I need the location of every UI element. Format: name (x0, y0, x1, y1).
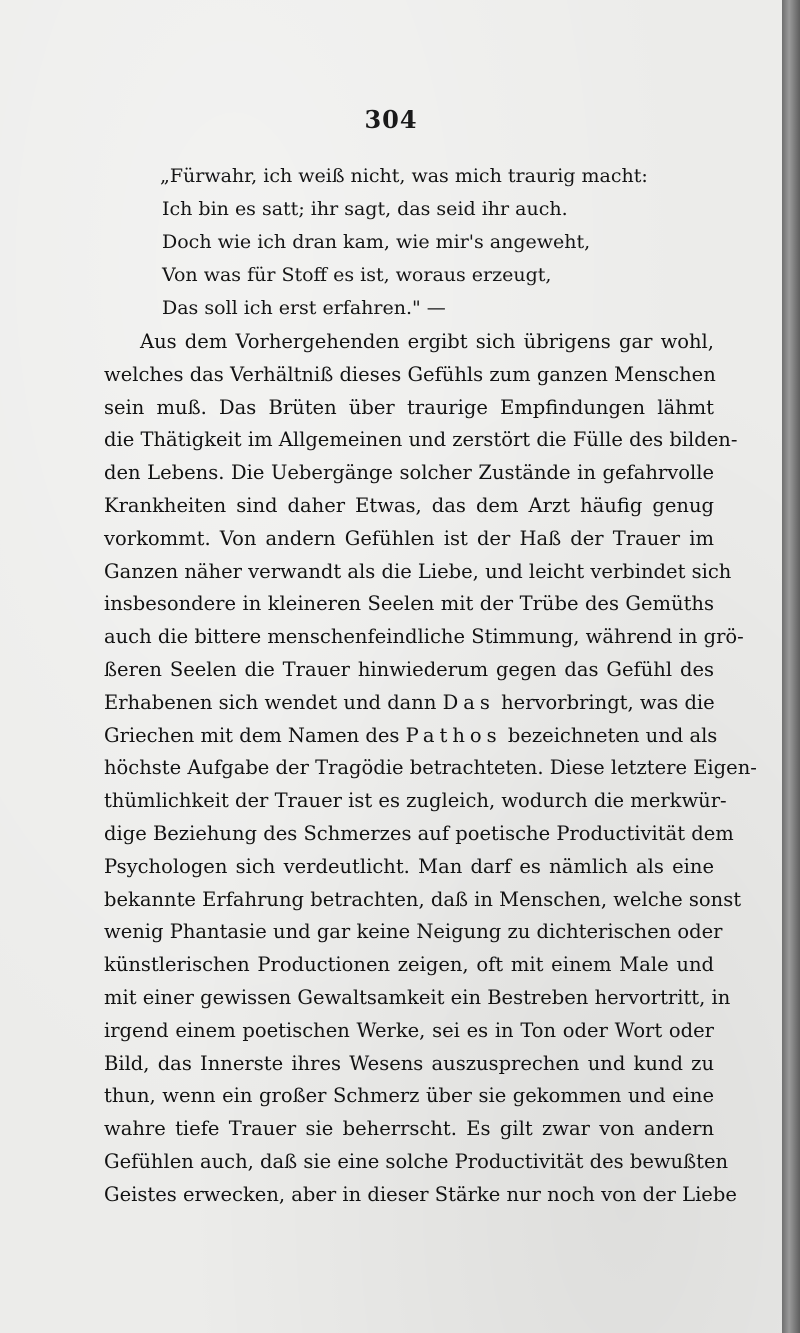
text-line: Psychologen sich verdeutlicht. Man darf es nämlich als eine (104, 854, 714, 878)
text-line: vorkommt. Von andern Gefühlen ist der Haß der Trauer im (104, 526, 714, 550)
text-line: Aus dem Vorhergehenden ergibt sich übrigens gar wohl, (140, 330, 714, 353)
text-line: Geistes erwecken, aber in dieser Stärke nur noch von der Liebe (104, 1182, 737, 1206)
verse-line: Doch wie ich dran kam, wie mir's angeweht, (162, 231, 591, 253)
text-line: Ganzen näher verwandt als die Liebe, und leicht verbindet sich (104, 559, 732, 583)
text-line: bekannte Erfahrung betrachten, daß in Menschen, welche sonst (104, 887, 742, 911)
text-line: künstlerischen Productionen zeigen, oft mit einem Male und (104, 953, 714, 977)
emphasized-word: Pathos (405, 723, 502, 747)
text-line: thun, wenn ein großer Schmerz über sie gekommen und eine (104, 1084, 714, 1108)
text-line: auch die bittere menschenfeindliche Stimmung, während in grö- (104, 625, 744, 649)
text-line: irgend einem poetischen Werke, sei es in Ton oder Wort oder (104, 1018, 714, 1042)
text-line: Bild, das Innerste ihres Wesens auszusprechen und kund zu (104, 1051, 714, 1075)
text-line: thümlichkeit der Trauer ist es zugleich, wodurch die merkwür- (104, 789, 727, 813)
text-line: insbesondere in kleineren Seelen mit der Trübe des Gemüths (104, 592, 714, 616)
verse-line: Von was für Stoff es ist, woraus erzeugt, (162, 264, 552, 286)
text-line: dige Beziehung des Schmerzes auf poetische Productivität dem (104, 821, 734, 845)
verse-line: Ich bin es satt; ihr sagt, das seid ihr auch. (162, 198, 568, 220)
text-line: ßeren Seelen die Trauer hinwiederum gegen das Gefühl des (104, 657, 714, 681)
verse-line: „Fürwahr, ich weiß nicht, was mich traurig macht: (160, 165, 648, 187)
emphasized-word: Das (442, 690, 495, 714)
text-line: die Thätigkeit im Allgemeinen und zerstört die Fülle des bilden- (104, 428, 738, 452)
text-line: Gefühlen auch, daß sie eine solche Productivität des bewußten (104, 1149, 729, 1173)
page-edge (782, 0, 800, 1333)
text-line: welches das Verhältniß dieses Gefühls zum ganzen Menschen (104, 362, 716, 386)
text-line: höchste Aufgabe der Tragödie betrachteten. Diese letztere Eigen- (104, 756, 757, 780)
page-number: 304 (364, 105, 418, 134)
body-text (104, 326, 757, 1212)
text-line: wahre tiefe Trauer sie beherrscht. Es gilt zwar von andern (104, 1117, 714, 1141)
text-line: Krankheiten sind daher Etwas, das dem Arzt häufig genug (104, 493, 714, 517)
text-line: wenig Phantasie und gar keine Neigung zu dichterischen oder (104, 920, 723, 944)
text-line: Griechen mit dem Namen des Pathos bezeichneten und als (104, 723, 718, 747)
text-line: Erhabenen sich wendet und dann Das hervorbringt, was die (104, 690, 715, 714)
text-line: den Lebens. Die Uebergänge solcher Zustände in gefahrvolle (104, 461, 714, 485)
text-line: mit einer gewissen Gewaltsamkeit ein Bestreben hervortritt, in (104, 985, 731, 1009)
verse-line: Das soll ich erst erfahren." — (162, 297, 446, 319)
text-line: sein muß. Das Brüten über traurige Empfindungen lähmt (104, 395, 714, 419)
